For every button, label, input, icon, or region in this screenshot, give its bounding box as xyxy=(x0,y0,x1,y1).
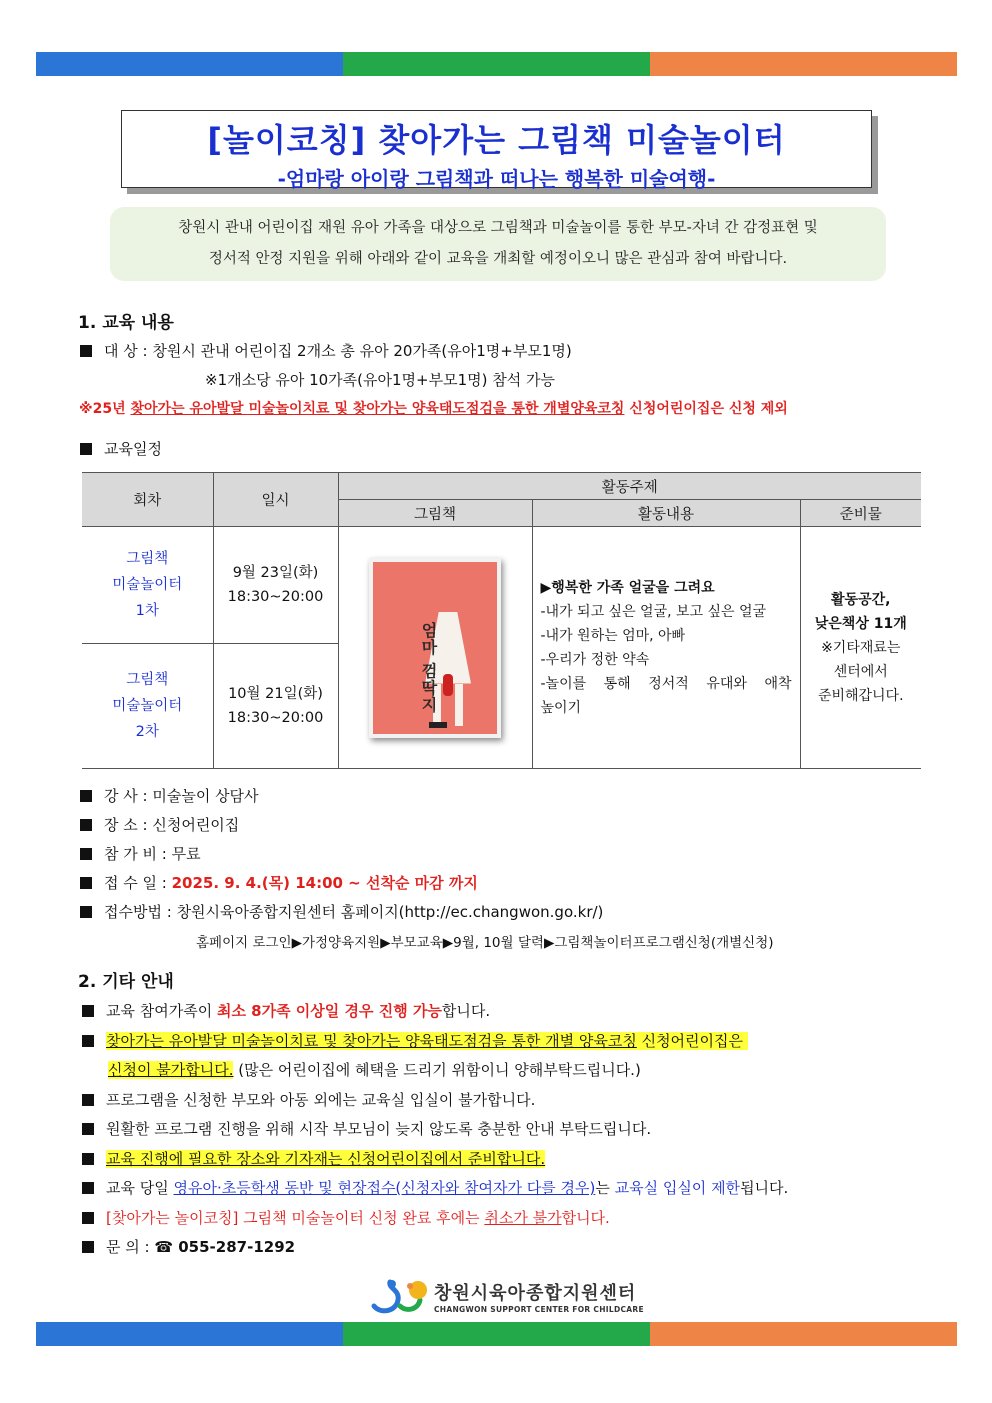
intro-line-2: 정서적 안정 지원을 위해 아래와 같이 교육을 개최할 예정이오니 많은 관심과 참여 바랍니다. xyxy=(208,251,788,267)
header-activity: 활동내용 xyxy=(532,500,800,527)
schedule-table xyxy=(82,472,921,769)
notice-item-3: 프로그램을 신청한 부모와 아동 외에는 교육실 입실이 불가합니다. xyxy=(82,1089,535,1110)
activity-item: 높이기 xyxy=(540,699,582,716)
footer-logo xyxy=(370,1276,644,1316)
intro-line-1: 창원시 관내 어린이집 재원 유아 가족을 대상으로 그림책과 미술놀이를 통한 부모-자녀 간 감정표현 및 xyxy=(178,220,818,236)
instructor-row: 강 사 : 미술놀이 상담사 xyxy=(80,785,259,806)
activity-item: -내가 원하는 엄마, 아빠 xyxy=(540,627,686,644)
header-theme: 활동주제 xyxy=(338,473,921,500)
intro-box xyxy=(110,207,886,281)
target-label: 대 상 xyxy=(104,342,138,360)
page-title: [놀이코칭] 찾아가는 그림책 미술놀이터 xyxy=(207,121,786,159)
header-round: 회차 xyxy=(82,473,213,527)
round-cell-1: 그림책 미술놀이터 1차 xyxy=(82,527,213,644)
page-subtitle: -엄마랑 아이랑 그림책과 떠나는 행복한 미술여행- xyxy=(277,167,716,191)
apply-date-value: 2025. 9. 4.(목) 14:00 ~ 선착순 마감 까지 xyxy=(171,874,478,892)
activity-title: ▶행복한 가족 얼굴을 그려요 xyxy=(540,579,715,596)
logo-text-korean: 창원시육아종합지원센터 xyxy=(434,1282,637,1304)
notice-item-1: 교육 참여가족이 최소 8가족 이상일 경우 진행 가능합니다. xyxy=(82,1000,490,1021)
notice-item-2: 찾아가는 유아발달 미술놀이치료 및 찾아가는 양육태도점검을 통한 개별 양육코칭 신청어린이집은 xyxy=(82,1030,748,1051)
round-cell-2: 그림책 미술놀이터 2차 xyxy=(82,644,213,769)
apply-date-row: 접 수 일 : 2025. 9. 4.(목) 14:00 ~ 선착순 마감 까지 xyxy=(80,872,478,893)
place-row: 장 소 : 신청어린이집 xyxy=(80,814,239,835)
book-cover-image xyxy=(369,558,501,738)
target-note: ※1개소당 유아 10가족(유아1명+부모1명) 참석 가능 xyxy=(205,371,555,389)
notice-item-7: [찾아가는 놀이코칭] 그림책 미술놀이터 신청 완료 후에는 취소가 불가합니다. xyxy=(82,1207,610,1228)
book-cell xyxy=(338,527,532,769)
method-path: 홈페이지 로그인▶가정양육지원▶부모교육▶9월, 10월 달력▶그림책놀이터프로그램신청(개별신청) xyxy=(196,935,774,951)
schedule-label-row xyxy=(80,438,162,459)
notice-item-5: 교육 진행에 필요한 장소와 기자재는 신청어린이집에서 준비합니다. xyxy=(82,1148,545,1169)
bullet-square xyxy=(80,443,92,455)
fee-row: 참 가 비 : 무료 xyxy=(80,843,201,864)
target-value: 창원시 관내 어린이집 2개소 총 유아 20가족(유아1명+부모1명) xyxy=(152,342,572,360)
method-row: 접수방법 : 창원시육아종합지원센터 홈페이지(http://ec.changwon.go.kr/) xyxy=(80,901,603,922)
bottom-color-bar xyxy=(36,1322,957,1346)
exclusion-note: ※25년 찾아가는 유아발달 미술놀이치료 및 찾아가는 양육태도점검을 통한 개별양육코칭 신청어린이집은 신청 제외 xyxy=(79,401,788,417)
target-row: 대 상 : 창원시 관내 어린이집 2개소 총 유아 20가족(유아1명+부모1명) xyxy=(80,340,572,361)
logo-text-english: CHANGWON SUPPORT CENTER FOR CHILDCARE xyxy=(434,1304,644,1314)
contact-phone: ☎ 055-287-1292 xyxy=(154,1238,296,1256)
logo-mark-icon xyxy=(370,1276,434,1316)
title-box xyxy=(121,110,872,191)
method-value: 창원시육아종합지원센터 홈페이지(http://ec.changwon.go.kr/) xyxy=(176,903,604,921)
activity-cell xyxy=(532,527,800,769)
contact-row: 문 의 : ☎ 055-287-1292 xyxy=(82,1236,295,1257)
book-cover-title: 엄마 껌딱지 xyxy=(419,621,438,714)
section1-heading: 1. 교육 내용 xyxy=(78,313,174,333)
schedule-label: 교육일정 xyxy=(104,440,162,458)
header-datetime: 일시 xyxy=(213,473,338,527)
bullet-square xyxy=(80,345,92,357)
exclusion-programs: 찾아가는 유아발달 미술놀이치료 및 찾아가는 양육태도점검을 통한 개별양육코칭 xyxy=(130,401,625,417)
materials-cell: 활동공간, 낮은책상 11개 ※기타재료는 센터에서 준비해갑니다. xyxy=(800,527,921,769)
header-materials: 준비물 xyxy=(800,500,921,527)
date-cell-1: 9월 23일(화) 18:30~20:00 xyxy=(213,527,338,644)
notice-item-2-cont: 신청이 불가합니다. (많은 어린이집에 혜택을 드리기 위함이니 양해부탁드립니다.) xyxy=(108,1061,641,1079)
notice-item-4: 원활한 프로그램 진행을 위해 시작 부모님이 늦지 않도록 충분한 안내 부탁드립니다. xyxy=(82,1118,651,1139)
activity-item: -내가 되고 싶은 얼굴, 보고 싶은 얼굴 xyxy=(540,603,767,620)
top-color-bar xyxy=(36,52,957,76)
table-row xyxy=(82,527,921,644)
header-book: 그림책 xyxy=(338,500,532,527)
activity-item: -놀이를 통해 정서적 유대와 애착 xyxy=(540,675,792,692)
section2-heading: 2. 기타 안내 xyxy=(78,972,174,992)
activity-item: -우리가 정한 약속 xyxy=(540,651,650,668)
date-cell-2: 10월 21일(화) 18:30~20:00 xyxy=(213,644,338,769)
notice-item-6: 교육 당일 영유아·초등학생 동반 및 현장접수(신청자와 참여자가 다를 경우)는 교육실 입실이 제한됩니다. xyxy=(82,1177,788,1198)
